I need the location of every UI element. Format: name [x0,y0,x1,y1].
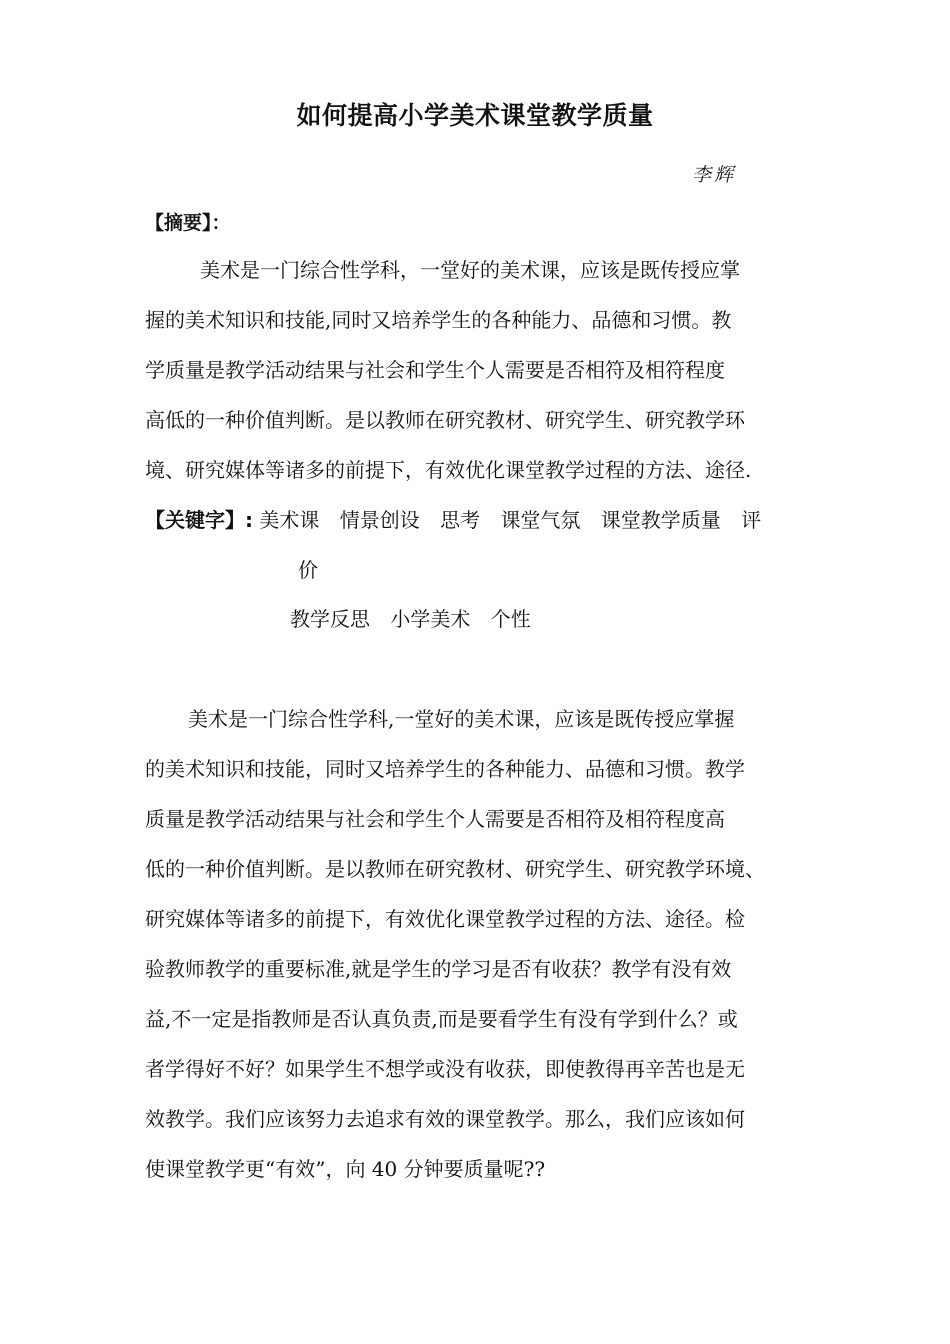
abstract-line: 美术是一门综合性学科，一堂好的美术课，应该是既传授应掌 [200,258,740,282]
keyword: 课堂气氛 [500,508,581,532]
keyword: 小学美术 [390,607,471,631]
document-title: 如何提高小学美术课堂教学质量 [296,101,654,130]
keywords-line [145,507,775,533]
keyword: 思考 [440,508,481,532]
abstract-line: 握的美术知识和技能,同时又培养学生的各种能力、品德和习惯。教 [145,308,732,332]
keyword: 美术课 [259,508,320,532]
keywords-label: 【关键字】: [145,508,253,532]
body-line: 的美术知识和技能，同时又培养学生的各种能力、品德和习惯。教学 [145,757,745,781]
abstract-line: 高低的一种价值判断。是以教师在研究教材、研究学生、研究教学环 [145,408,745,432]
body-line: 质量是教学活动结果与社会和学生个人需要是否相符及相符程度高 [145,807,725,831]
abstract-heading: 【摘要】： [145,212,231,234]
body-line: 者学得好不好？如果学生不想学或没有收获，即使教得再辛苦也是无 [145,1057,745,1081]
keyword: 情景创设 [339,508,420,532]
keyword: 课堂教学质量 [600,508,721,532]
body-line: 验教师教学的重要标准,就是学生的学习是否有收获？教学有没有效 [145,957,732,981]
abstract-line: 学质量是教学活动结果与社会和学生个人需要是否相符及相符程度 [145,358,725,382]
body-line: 美术是一门综合性学科,一堂好的美术课，应该是既传授应掌握 [188,707,735,731]
body-line: 益,不一定是指教师是否认真负责,而是要看学生有没有学到什么？或 [145,1007,738,1031]
body-line: 效教学。我们应该努力去追求有效的课堂教学。那么，我们应该如何 [145,1107,745,1131]
keyword: 教学反思 [290,607,370,631]
abstract-line: 境、研究媒体等诸多的前提下，有效优化课堂教学过程的方法、途径. [145,458,752,482]
body-line: 低的一种价值判断。是以教师在研究教材、研究学生、研究教学环境、 [145,857,765,881]
keywords-line [298,557,318,583]
author-name: 李辉 [692,164,737,186]
body-line: 使课堂教学更“有效”，向 40 分钟要质量呢?? [145,1157,546,1181]
body-line: 研究媒体等诸多的前提下，有效优化课堂教学过程的方法、途径。检 [145,907,745,931]
keywords-line [290,606,545,632]
keyword: 个性 [490,607,531,631]
keyword: 评 [741,508,762,532]
keyword-continuation: 价 [298,558,318,582]
